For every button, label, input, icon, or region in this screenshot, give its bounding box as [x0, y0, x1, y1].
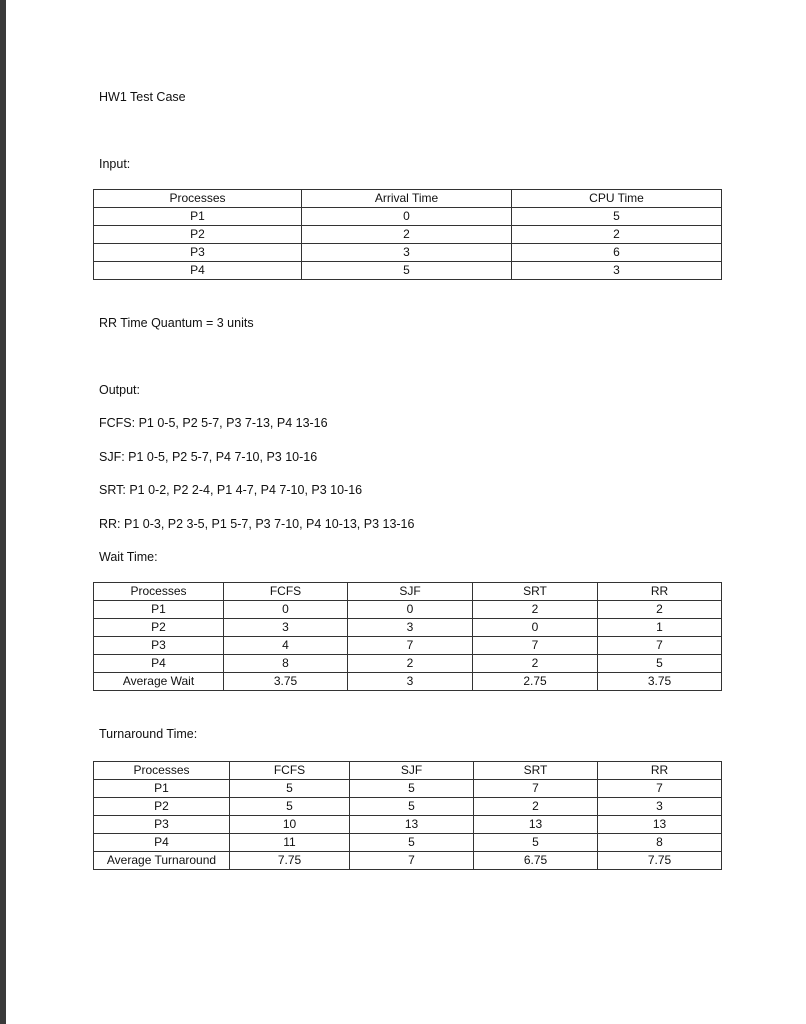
table-row: [94, 798, 722, 816]
table-row: [94, 834, 722, 852]
header-cell: RR: [598, 762, 722, 780]
header-cell: Processes: [94, 762, 230, 780]
table-row: [94, 601, 722, 619]
table-row: [94, 262, 722, 280]
table-row: [94, 780, 722, 798]
table-cell: 13: [350, 816, 474, 834]
table-cell: P4: [94, 262, 302, 280]
table-cell: 1: [598, 619, 722, 637]
table-cell: P3: [94, 816, 230, 834]
table-cell: 7.75: [230, 852, 350, 870]
table-cell: 3: [598, 798, 722, 816]
table-cell: 0: [473, 619, 598, 637]
table-cell: Average Turnaround: [94, 852, 230, 870]
table-cell: 7: [598, 637, 722, 655]
table-cell: 2: [512, 226, 722, 244]
table-cell: P2: [94, 619, 224, 637]
table-cell: P2: [94, 798, 230, 816]
srt-schedule: SRT: P1 0-2, P2 2-4, P1 4-7, P4 7-10, P3 10-16: [99, 483, 363, 497]
table-cell: 7: [473, 637, 598, 655]
table-cell: P3: [94, 637, 224, 655]
rr-time-quantum: RR Time Quantum = 3 units: [99, 316, 254, 330]
table-cell: 5: [512, 208, 722, 226]
table-cell: 3: [302, 244, 512, 262]
table-cell: 7.75: [598, 852, 722, 870]
table-cell: P2: [94, 226, 302, 244]
table-row: [94, 244, 722, 262]
header-cell: FCFS: [230, 762, 350, 780]
sjf-schedule: SJF: P1 0-5, P2 5-7, P4 7-10, P3 10-16: [99, 450, 318, 464]
table-row: [94, 816, 722, 834]
header-cell: SRT: [473, 583, 598, 601]
table-row: [94, 655, 722, 673]
table-cell: P1: [94, 601, 224, 619]
table-cell: 13: [474, 816, 598, 834]
rr-schedule: RR: P1 0-3, P2 3-5, P1 5-7, P3 7-10, P4 10-13, P3 13-16: [99, 517, 415, 531]
table-cell: 2: [473, 655, 598, 673]
header-cell: SJF: [350, 762, 474, 780]
table-cell: 7: [348, 637, 473, 655]
table-cell: 3: [224, 619, 348, 637]
table-cell: 5: [474, 834, 598, 852]
table-cell: 8: [224, 655, 348, 673]
table-row: [94, 226, 722, 244]
output-label: Output:: [99, 383, 140, 397]
table-row: [94, 852, 722, 870]
table-cell: 3: [348, 673, 473, 691]
header-cell: SRT: [474, 762, 598, 780]
table-cell: 3: [512, 262, 722, 280]
table-cell: 2: [348, 655, 473, 673]
input-label: Input:: [99, 157, 131, 171]
table-cell: Average Wait: [94, 673, 224, 691]
table-header-row: [94, 583, 722, 601]
table-cell: 2: [474, 798, 598, 816]
table-cell: P3: [94, 244, 302, 262]
table-cell: 0: [348, 601, 473, 619]
table-cell: 2.75: [473, 673, 598, 691]
input-table: [93, 189, 722, 280]
table-cell: 10: [230, 816, 350, 834]
table-cell: 2: [473, 601, 598, 619]
table-cell: P4: [94, 834, 230, 852]
turnaround-time-label: Turnaround Time:: [99, 727, 198, 741]
document-title: HW1 Test Case: [99, 90, 186, 104]
table-cell: 5: [350, 798, 474, 816]
table-cell: 5: [230, 798, 350, 816]
table-cell: 6: [512, 244, 722, 262]
table-cell: 5: [350, 780, 474, 798]
table-cell: 5: [230, 780, 350, 798]
table-cell: 0: [302, 208, 512, 226]
table-cell: 7: [598, 780, 722, 798]
header-cell: Arrival Time: [302, 190, 512, 208]
header-cell: Processes: [94, 190, 302, 208]
table-cell: 7: [350, 852, 474, 870]
table-row: [94, 673, 722, 691]
table-cell: 2: [598, 601, 722, 619]
table-cell: 3: [348, 619, 473, 637]
table-cell: 6.75: [474, 852, 598, 870]
table-cell: 5: [598, 655, 722, 673]
table-cell: 7: [474, 780, 598, 798]
table-cell: 3.75: [598, 673, 722, 691]
turnaround-time-table: [93, 761, 722, 870]
header-cell: RR: [598, 583, 722, 601]
table-cell: 3.75: [224, 673, 348, 691]
table-cell: 11: [230, 834, 350, 852]
table-row: [94, 637, 722, 655]
table-cell: P1: [94, 780, 230, 798]
window-edge: [0, 0, 6, 1024]
wait-time-table: [93, 582, 722, 691]
table-cell: 0: [224, 601, 348, 619]
table-header-row: [94, 762, 722, 780]
table-cell: P4: [94, 655, 224, 673]
fcfs-schedule: FCFS: P1 0-5, P2 5-7, P3 7-13, P4 13-16: [99, 416, 328, 430]
table-cell: 5: [350, 834, 474, 852]
table-cell: 13: [598, 816, 722, 834]
header-cell: Processes: [94, 583, 224, 601]
header-cell: CPU Time: [512, 190, 722, 208]
table-cell: P1: [94, 208, 302, 226]
table-row: [94, 208, 722, 226]
table-cell: 8: [598, 834, 722, 852]
table-header-row: [94, 190, 722, 208]
table-row: [94, 619, 722, 637]
table-cell: 4: [224, 637, 348, 655]
header-cell: SJF: [348, 583, 473, 601]
header-cell: FCFS: [224, 583, 348, 601]
table-cell: 5: [302, 262, 512, 280]
table-cell: 2: [302, 226, 512, 244]
wait-time-label: Wait Time:: [99, 550, 158, 564]
